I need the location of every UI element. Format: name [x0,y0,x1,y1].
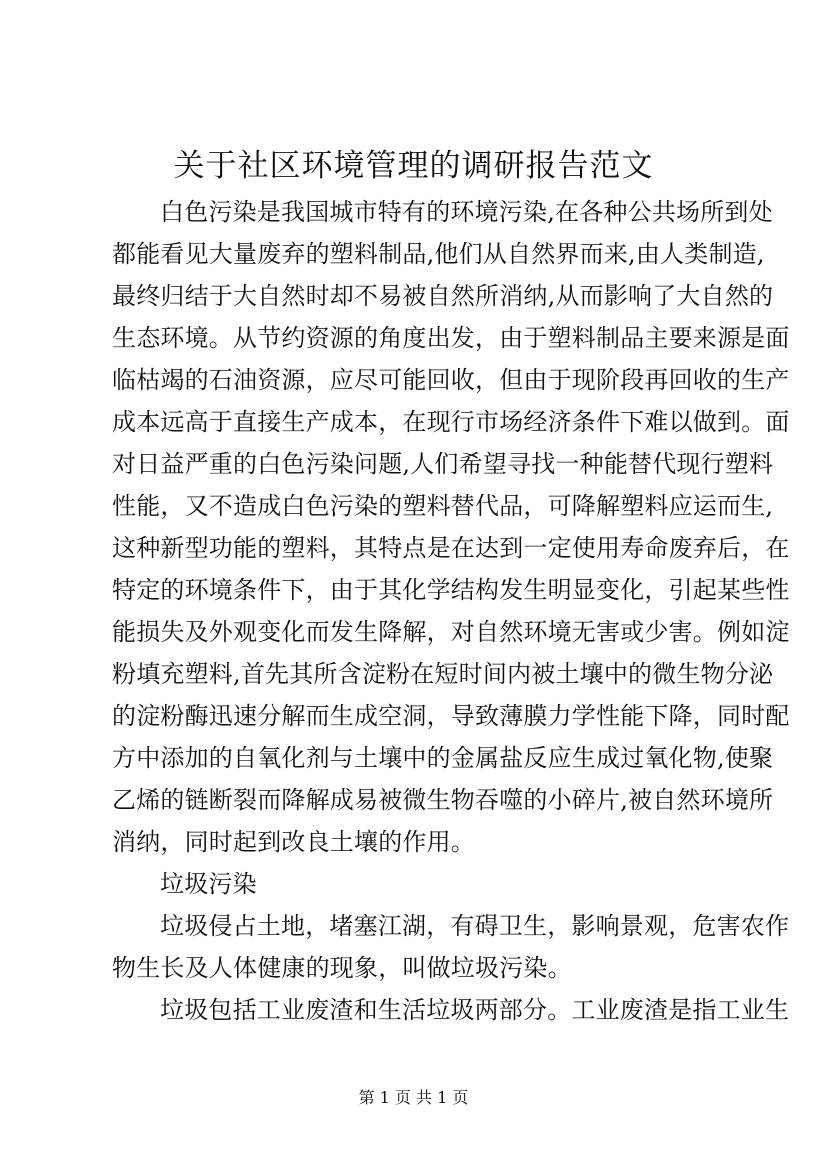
paragraph-line: 乙烯的链断裂而降解成易被微生物吞噬的小碎片,被自然环境所 [112,786,774,814]
paragraph-line: 特定的环境条件下，由于其化学结构发生明显变化，引起某些性 [112,576,790,604]
paragraph-line: 对日益严重的白色污染问题,人们希望寻找一种能替代现行塑料 [112,450,774,478]
paragraph-line: 粉填充塑料,首先其所含淀粉在短时间内被土壤中的微生物分泌 [112,660,774,688]
paragraph-line: 临枯竭的石油资源，应尽可能回收，但由于现阶段再回收的生产 [112,366,790,394]
paragraph-line: 成本远高于直接生产成本，在现行市场经济条件下难以做到。面 [112,408,790,436]
document-title: 关于社区环境管理的调研报告范文 [173,148,654,184]
paragraph-line: 垃圾侵占土地，堵塞江湖，有碍卫生，影响景观，危害农作 [160,912,790,940]
paragraph-line: 都能看见大量废弃的塑料制品,他们从自然界而来,由人类制造, [112,240,765,268]
paragraph-line: 这种新型功能的塑料，其特点是在达到一定使用寿命废弃后，在 [112,534,790,562]
paragraph-line: 物生长及人体健康的现象，叫做垃圾污染。 [112,954,572,982]
paragraph-line: 消纳，同时起到改良土壤的作用。 [112,828,475,856]
page-footer: 第 1 页 共 1 页 [358,1088,469,1107]
paragraph-line: 最终归结于大自然时却不易被自然所消纳,从而影响了大自然的 [112,282,774,310]
section-heading: 垃圾污染 [160,870,257,898]
paragraph-line: 白色污染是我国城市特有的环境污染,在各种公共场所到处 [160,198,773,226]
paragraph-line: 垃圾包括工业废渣和生活垃圾两部分。工业废渣是指工业生 [160,996,790,1024]
paragraph-line: 能损失及外观变化而发生降解，对自然环境无害或少害。例如淀 [112,618,790,646]
paragraph-line: 生态环境。从节约资源的角度出发，由于塑料制品主要来源是面 [112,324,790,352]
paragraph-line: 的淀粉酶迅速分解而生成空洞，导致薄膜力学性能下降，同时配 [112,702,790,730]
paragraph-line: 性能，又不造成白色污染的塑料替代品，可降解塑料应运而生, [112,492,774,520]
paragraph-line: 方中添加的自氧化剂与土壤中的金属盐反应生成过氧化物,使聚 [112,744,774,772]
